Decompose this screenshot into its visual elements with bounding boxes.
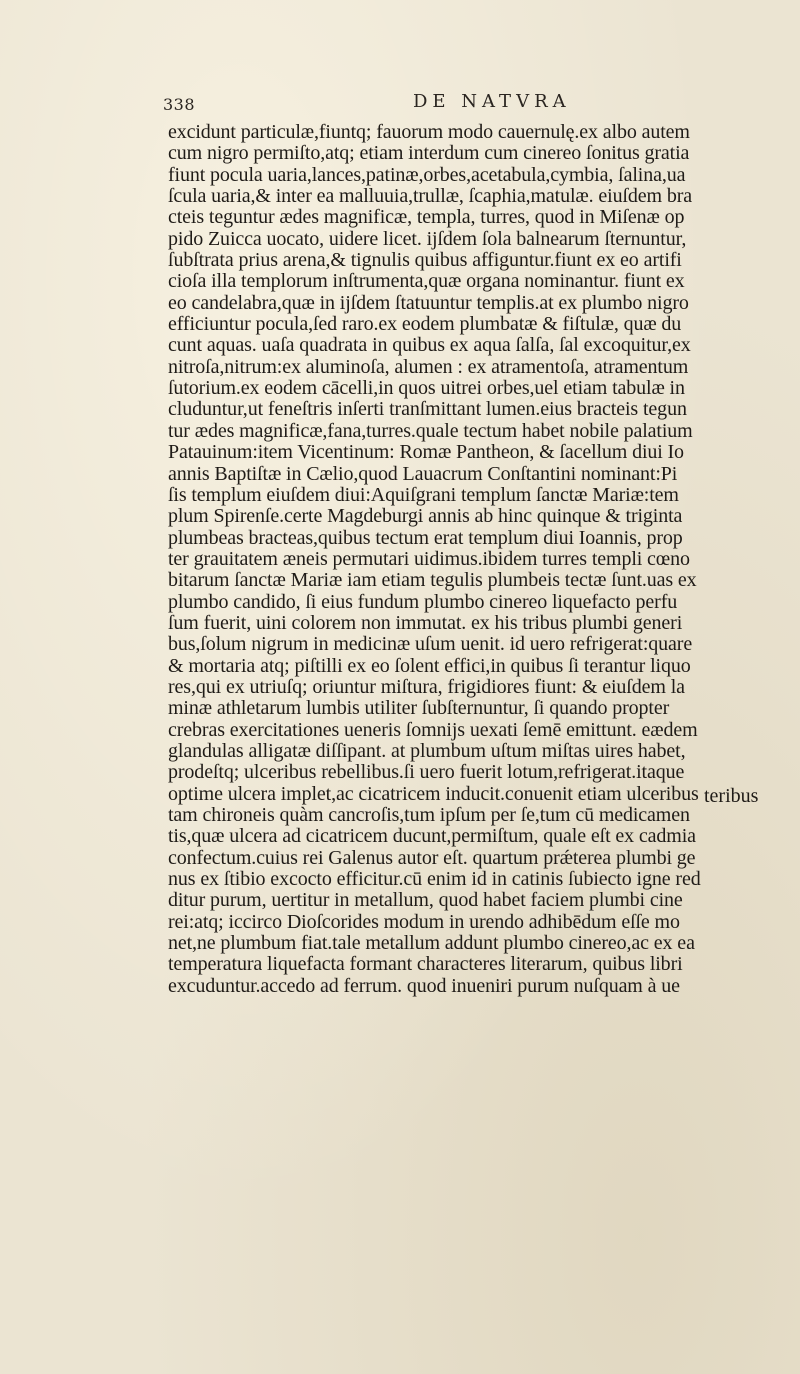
text-line: cunt aquas. uaſa quadrata in quibus ex aqua ſalſa, ſal excoquitur,ex <box>168 334 691 357</box>
text-line: excidunt particulæ,fiuntq; fauorum modo cauernulę.ex albo autem <box>168 121 690 143</box>
text-line: Patauinum:item Vicentinum: Romæ Pantheon, & ſacellum diui Io <box>168 441 684 464</box>
text-line: & mortaria atq; piſtilli ex eo ſolent effici,in quibus ſi terantur liquo <box>168 654 691 677</box>
text-line: nus ex ſtibio excocto efficitur.cū enim id in catinis ſubiecto igne red <box>168 868 701 891</box>
catchword: teribus <box>704 785 759 807</box>
text-line: crebras exercitationes ueneris ſomnijs uexati ſemē emittunt. eædem <box>168 718 698 741</box>
page-header <box>163 91 633 121</box>
text-line: ter grauitatem æneis permutari uidimus.ibidem turres templi cœno <box>168 547 690 570</box>
text-line: ſum fuerit, uini colorem non immutat. ex his tribus plumbi generi <box>168 611 683 634</box>
text-line: eo candelabra,quæ in ijſdem ſtatuuntur templis.at ex plumbo nigro <box>168 291 689 314</box>
text-line: glandulas alligatæ diſſipant. at plumbum uſtum miſtas uires habet, <box>168 739 686 762</box>
text-line: excuduntur.accedo ad ferrum. quod inueniri purum nuſquam à ue <box>168 974 680 997</box>
text-line: ſis templum eiuſdem diui:Aquiſgrani templum ſanctæ Mariæ:tem <box>168 483 679 506</box>
body-text <box>168 122 796 997</box>
text-line: tur ædes magnificæ,fana,turres.quale tectum habet nobile palatium <box>168 419 693 442</box>
text-line: cioſa illa templorum inſtrumenta,quæ organa nominantur. fiunt ex <box>168 270 685 293</box>
text-line: confectum.cuius rei Galenus autor eſt. quartum prǽterea plumbi ge <box>168 846 696 869</box>
text-line: cteis teguntur ædes magnificæ, templa, turres, quod in Miſenæ op <box>168 206 685 229</box>
text-line: temperatura liquefacta formant characteres literarum, quibus libri <box>168 953 683 976</box>
text-line: ſcula uaria,& inter ea malluuia,trullæ, ſcaphia,matulæ. eiuſdem bra <box>168 185 693 208</box>
text-line: minæ athletarum lumbis utiliter ſubſternuntur, ſi quando propter <box>168 697 670 720</box>
text-line: ditur purum, uertitur in metallum, quod habet faciem plumbi cine <box>168 889 683 912</box>
text-line: fiunt pocula uaria,lances,patinæ,orbes,acetabula,cymbia, ſalina,ua <box>168 163 686 186</box>
text-line: annis Baptiſtæ in Cælio,quod Lauacrum Conſtantini nominant:Pi <box>168 462 678 485</box>
text-line: plumbo candido, ſi eius fundum plumbo cinereo liquefacto perfu <box>168 590 678 613</box>
text-line: ſutorium.ex eodem cācelli,in quos uitrei orbes,uel etiam tabulæ in <box>168 377 685 400</box>
text-line: ſubſtrata prius arena,& tignulis quibus affiguntur.fiunt ex eo artifi <box>168 249 682 272</box>
text-line: cum nigro permiſto,atq; etiam interdum cum cinereo ſonitus gratia <box>168 142 690 165</box>
text-line: pido Zuicca uocato, uidere licet. ijſdem ſola balnearum ſternuntur, <box>168 227 687 250</box>
running-title: DE NATVRA <box>413 91 571 112</box>
text-line: res,qui ex utriuſq; oriuntur miſtura, frigidiores fiunt: & eiuſdem la <box>168 675 685 698</box>
text-line: tam chironeis quàm cancroſis,tum ipſum per ſe,tum cū medicamen <box>168 804 690 826</box>
text-line: tis,quæ ulcera ad cicatricem ducunt,permiſtum, quale eſt ex cadmia <box>168 825 696 848</box>
text-line: bus,ſolum nigrum in medicinæ uſum uenit. id uero refrigerat:quare <box>168 633 693 656</box>
text-line: prodeſtq; ulceribus rebellibus.ſi uero fuerit lotum,refrigerat.itaque <box>168 761 685 784</box>
text-line: cluduntur,ut feneſtris inſerti tranſmittant lumen.eius bracteis tegun <box>168 398 687 421</box>
text-line: rei:atq; iccirco Dioſcorides modum in urendo adhibēdum eſſe mo <box>168 910 680 933</box>
text-line: efficiuntur pocula,ſed raro.ex eodem plumbatæ & fiſtulæ, quæ du <box>168 313 682 336</box>
page-number: 338 <box>163 95 196 114</box>
text-line: bitarum ſanctæ Mariæ iam etiam tegulis plumbeis tectæ ſunt.uas ex <box>168 569 697 592</box>
text-line: plum Spirenſe.certe Magdeburgi annis ab hinc quinque & triginta <box>168 505 683 528</box>
text-line: optime ulcera implet,ac cicatricem inducit.conuenit etiam ulceribus <box>168 782 699 805</box>
text-line: nitroſa,nitrum:ex aluminoſa, alumen : ex atramentoſa, atramentum <box>168 355 689 378</box>
text-line: plumbeas bracteas,quibus tectum erat templum diui Ioannis, prop <box>168 526 683 549</box>
text-line: net,ne plumbum fiat.tale metallum addunt plumbo cinereo,ac ex ea <box>168 932 695 955</box>
